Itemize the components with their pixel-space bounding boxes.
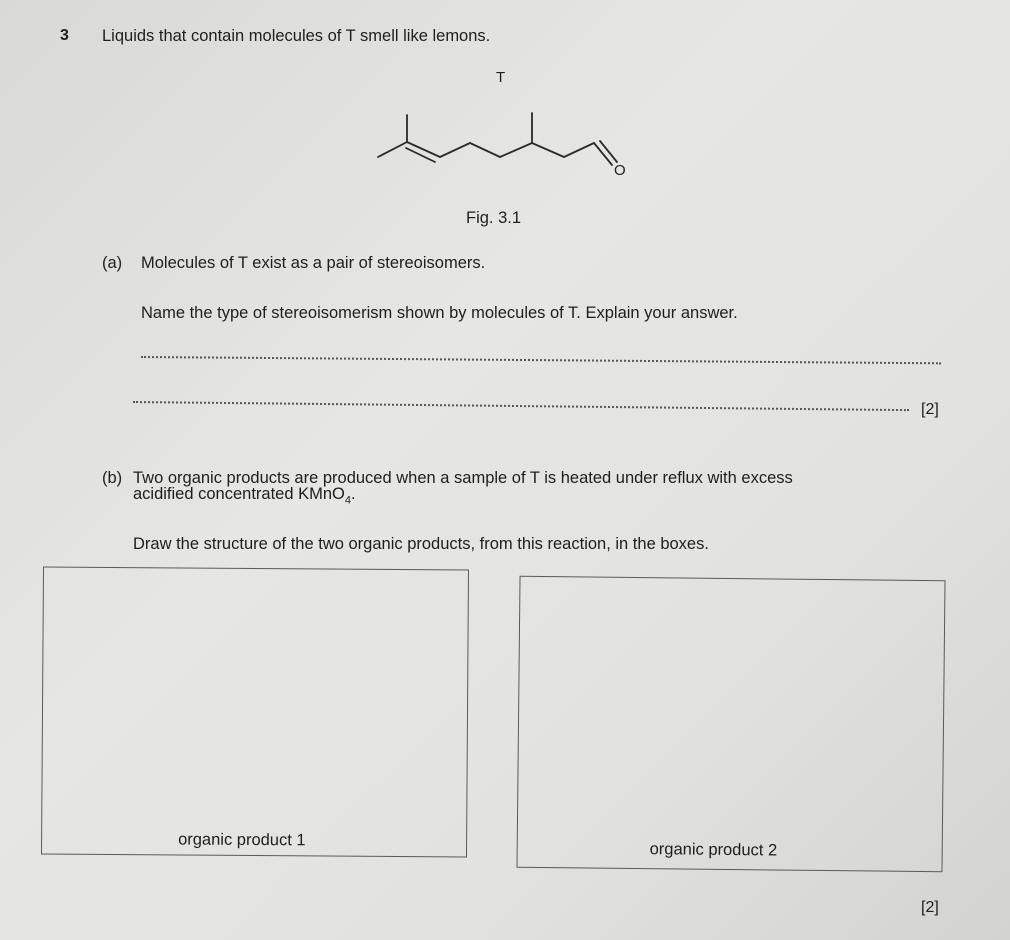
- part-a-label: (a): [102, 254, 123, 272]
- bond-carbonyl: [594, 143, 612, 165]
- part-b-task: Draw the structure of the two organic products, from this reaction, in the boxes.: [133, 535, 709, 553]
- bond-c2-c3-double: [406, 148, 435, 162]
- answer-box-product-1[interactable]: [41, 567, 469, 858]
- question-number: 3: [60, 27, 69, 44]
- bond-c7-c8: [564, 143, 594, 157]
- figure-caption: Fig. 3.1: [466, 209, 522, 227]
- bond-c2-c3: [407, 142, 440, 157]
- part-b-label: (b): [102, 469, 123, 487]
- bond-carbonyl-double: [600, 141, 617, 162]
- oxygen-atom: O: [614, 162, 626, 179]
- question-stem: Liquids that contain molecules of T smell like lemons.: [102, 27, 491, 45]
- part-a-task: Name the type of stereoisomerism shown by molecules of T. Explain your answer.: [141, 304, 738, 322]
- part-b-marks: [2]: [921, 899, 939, 916]
- bond-c5-c6: [500, 143, 532, 157]
- part-b-line1: Two organic products are produced when a sample of T is heated under reflux with excess: [133, 469, 793, 487]
- part-a-marks: [2]: [921, 401, 939, 418]
- answer-box-product-2[interactable]: [516, 576, 945, 872]
- box-label-product-2: organic product 2: [649, 840, 778, 860]
- molecule-t-skeletal-formula: [360, 95, 640, 195]
- box-label-product-1: organic product 1: [178, 830, 306, 850]
- bond-c4-c5: [470, 143, 500, 157]
- bond-c3-c4: [440, 143, 470, 157]
- part-b-line2: acidified concentrated KMnO$_4$.: [133, 485, 356, 507]
- bond-c6-c7: [532, 143, 564, 157]
- answer-line-1[interactable]: [141, 356, 941, 364]
- molecule-label: T: [496, 69, 506, 86]
- bond-chain-left: [378, 142, 407, 157]
- part-a-statement: Molecules of T exist as a pair of stereoisomers.: [141, 254, 486, 272]
- answer-line-2[interactable]: [133, 401, 909, 411]
